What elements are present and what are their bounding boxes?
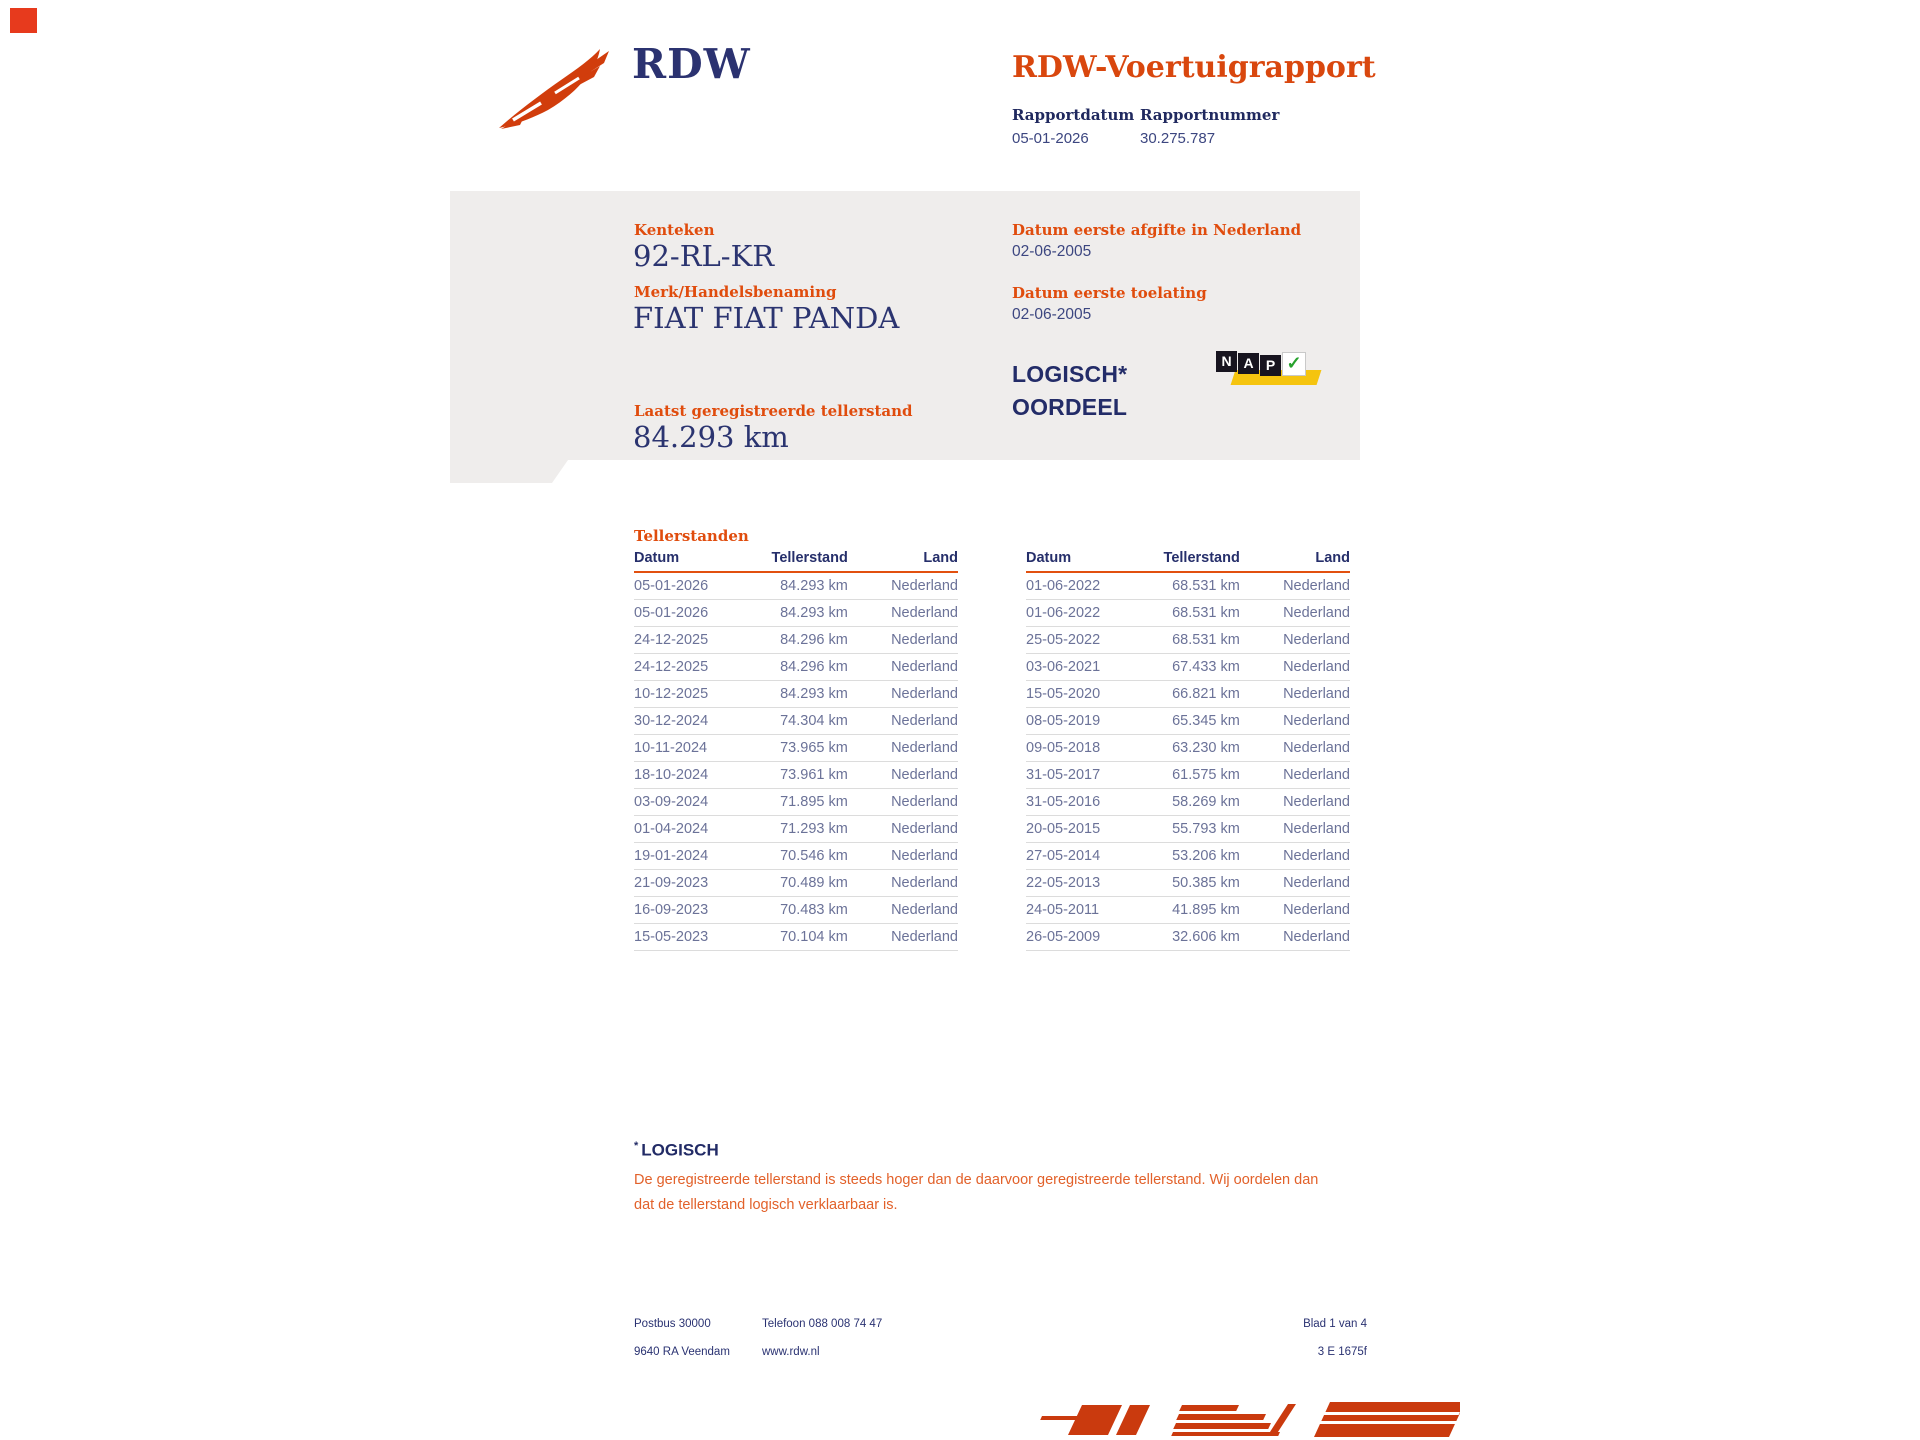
row-date: 09-05-2018 (1026, 735, 1149, 762)
col-datum: Datum (634, 550, 757, 572)
row-date: 16-09-2023 (634, 897, 757, 924)
row-km: 84.296 km (757, 654, 848, 681)
row-km: 84.293 km (757, 681, 848, 708)
rdw-wordmark: RDW (632, 40, 751, 88)
report-date-value: 05-01-2026 (1012, 130, 1089, 147)
row-land: Nederland (848, 816, 958, 843)
row-date: 20-05-2015 (1026, 816, 1149, 843)
tellerstand-row (634, 816, 958, 843)
tellerstand-row (1026, 789, 1350, 816)
footnote-line2: dat de tellerstand logisch verklaarbaar is. (634, 1197, 898, 1213)
row-date: 03-09-2024 (634, 789, 757, 816)
row-land: Nederland (1240, 816, 1350, 843)
row-date: 18-10-2024 (634, 762, 757, 789)
row-km: 50.385 km (1149, 870, 1240, 897)
rdw-logo-icon (497, 48, 615, 130)
row-date: 24-12-2025 (634, 627, 757, 654)
tellerstand-row (1026, 762, 1350, 789)
tellerstand-row (1026, 924, 1350, 951)
row-land: Nederland (848, 735, 958, 762)
footnote-title-text: LOGISCH (641, 1140, 719, 1160)
row-land: Nederland (1240, 572, 1350, 600)
row-km: 55.793 km (1149, 816, 1240, 843)
row-date: 05-01-2026 (634, 572, 757, 600)
row-km: 70.483 km (757, 897, 848, 924)
row-date: 19-01-2024 (634, 843, 757, 870)
kenteken-value: 92-RL-KR (633, 239, 775, 273)
row-date: 01-06-2022 (1026, 600, 1149, 627)
report-number-value: 30.275.787 (1140, 130, 1216, 147)
tellerstand-row (634, 762, 958, 789)
row-km: 74.304 km (757, 708, 848, 735)
row-km: 73.961 km (757, 762, 848, 789)
row-date: 22-05-2013 (1026, 870, 1149, 897)
row-date: 24-05-2011 (1026, 897, 1149, 924)
col-land: Land (848, 550, 958, 572)
row-date: 01-06-2022 (1026, 572, 1149, 600)
row-land: Nederland (848, 762, 958, 789)
row-date: 05-01-2026 (634, 600, 757, 627)
footnote-title (634, 1140, 719, 1161)
tellerstand-row (634, 789, 958, 816)
row-km: 73.965 km (757, 735, 848, 762)
table-header-row (1026, 550, 1350, 572)
row-date: 03-06-2021 (1026, 654, 1149, 681)
row-land: Nederland (1240, 708, 1350, 735)
row-date: 08-05-2019 (1026, 708, 1149, 735)
tellerstanden-title: Tellerstanden (634, 527, 749, 545)
tellerstand-row (1026, 654, 1350, 681)
tellerstand-row (1026, 735, 1350, 762)
tellerstand-row (1026, 843, 1350, 870)
tellerstand-row (634, 627, 958, 654)
row-land: Nederland (848, 627, 958, 654)
row-km: 53.206 km (1149, 843, 1240, 870)
row-km: 67.433 km (1149, 654, 1240, 681)
row-date: 31-05-2017 (1026, 762, 1149, 789)
tellerstand-label: Laatst geregistreerde tellerstand (634, 402, 913, 420)
row-land: Nederland (848, 870, 958, 897)
tellerstand-row (634, 843, 958, 870)
tellerstand-row (634, 654, 958, 681)
row-km: 84.293 km (757, 600, 848, 627)
tellerstand-row (1026, 897, 1350, 924)
speed-stripes-graphic (1030, 1372, 1460, 1440)
row-km: 61.575 km (1149, 762, 1240, 789)
oordeel-verdict (1012, 358, 1127, 424)
row-date: 10-12-2025 (634, 681, 757, 708)
oordeel-line2: OORDEEL (1012, 394, 1128, 420)
row-land: Nederland (848, 708, 958, 735)
col-tellerstand: Tellerstand (1149, 550, 1240, 572)
footnote-line1: De geregistreerde tellerstand is steeds hoger dan de daarvoor geregistreerde tellerstand. Wij oordelen dan (634, 1172, 1319, 1188)
row-date: 15-05-2020 (1026, 681, 1149, 708)
tellerstanden-table-right (1026, 550, 1350, 951)
row-land: Nederland (848, 600, 958, 627)
row-land: Nederland (1240, 654, 1350, 681)
row-date: 01-04-2024 (634, 816, 757, 843)
row-km: 68.531 km (1149, 627, 1240, 654)
col-land: Land (1240, 550, 1350, 572)
row-land: Nederland (1240, 681, 1350, 708)
toelating-label: Datum eerste toelating (1012, 284, 1207, 302)
afgifte-label: Datum eerste afgifte in Nederland (1012, 221, 1302, 239)
footnote-text (634, 1168, 1394, 1218)
row-date: 27-05-2014 (1026, 843, 1149, 870)
row-km: 66.821 km (1149, 681, 1240, 708)
row-date: 21-09-2023 (634, 870, 757, 897)
report-number-label: Rapportnummer (1140, 106, 1280, 124)
tellerstand-row (1026, 708, 1350, 735)
row-km: 70.489 km (757, 870, 848, 897)
toelating-value: 02-06-2005 (1012, 306, 1092, 323)
merk-value: FIAT FIAT PANDA (633, 301, 900, 335)
nap-letter-n: N (1216, 351, 1237, 372)
report-date-label: Rapportdatum (1012, 106, 1135, 124)
tellerstand-row (634, 600, 958, 627)
footer-address-line1: Postbus 30000 (634, 1318, 711, 1330)
table-header-row (634, 550, 958, 572)
row-land: Nederland (848, 654, 958, 681)
row-land: Nederland (1240, 870, 1350, 897)
tellerstand-row (1026, 627, 1350, 654)
tellerstand-row (1026, 816, 1350, 843)
tellerstand-row (634, 681, 958, 708)
row-date: 10-11-2024 (634, 735, 757, 762)
row-land: Nederland (848, 897, 958, 924)
row-date: 30-12-2024 (634, 708, 757, 735)
tellerstand-row (1026, 681, 1350, 708)
row-date: 24-12-2025 (634, 654, 757, 681)
tellerstand-row (1026, 870, 1350, 897)
row-km: 84.296 km (757, 627, 848, 654)
row-km: 70.104 km (757, 924, 848, 951)
col-tellerstand: Tellerstand (757, 550, 848, 572)
oordeel-line1: LOGISCH* (1012, 361, 1128, 387)
row-date: 25-05-2022 (1026, 627, 1149, 654)
row-km: 63.230 km (1149, 735, 1240, 762)
row-land: Nederland (1240, 600, 1350, 627)
kenteken-label: Kenteken (634, 221, 715, 239)
nap-logo (1216, 351, 1316, 391)
row-km: 58.269 km (1149, 789, 1240, 816)
footer-page-number: Blad 1 van 4 (1303, 1318, 1367, 1330)
row-land: Nederland (1240, 789, 1350, 816)
row-land: Nederland (1240, 843, 1350, 870)
screen-corner-marker (10, 8, 37, 33)
row-land: Nederland (848, 681, 958, 708)
tellerstand-row (634, 572, 958, 600)
footer-form-code: 3 E 1675f (1317, 1346, 1367, 1358)
row-km: 71.293 km (757, 816, 848, 843)
row-km: 32.606 km (1149, 924, 1240, 951)
row-km: 70.546 km (757, 843, 848, 870)
row-km: 71.895 km (757, 789, 848, 816)
tellerstand-value: 84.293 km (633, 420, 789, 454)
nap-letter-a: A (1238, 353, 1259, 374)
row-land: Nederland (848, 843, 958, 870)
row-km: 65.345 km (1149, 708, 1240, 735)
tellerstand-row (634, 708, 958, 735)
footer-address-line2: 9640 RA Veendam (634, 1346, 730, 1358)
row-land: Nederland (1240, 735, 1350, 762)
tellerstand-row (634, 897, 958, 924)
col-datum: Datum (1026, 550, 1149, 572)
row-land: Nederland (848, 572, 958, 600)
footer-phone: Telefoon 088 008 74 47 (762, 1318, 883, 1330)
row-land: Nederland (1240, 762, 1350, 789)
tellerstand-row (1026, 572, 1350, 600)
tellerstand-row (634, 735, 958, 762)
row-date: 26-05-2009 (1026, 924, 1149, 951)
afgifte-value: 02-06-2005 (1012, 243, 1092, 260)
row-land: Nederland (848, 924, 958, 951)
row-land: Nederland (1240, 627, 1350, 654)
row-date: 15-05-2023 (634, 924, 757, 951)
page-title: RDW-Voertuigrapport (1012, 50, 1376, 85)
row-land: Nederland (1240, 897, 1350, 924)
footnote-asterisk: * (634, 1140, 639, 1152)
row-land: Nederland (1240, 924, 1350, 951)
row-km: 41.895 km (1149, 897, 1240, 924)
footer-website-link[interactable]: www.rdw.nl (762, 1346, 820, 1358)
row-land: Nederland (848, 789, 958, 816)
merk-label: Merk/Handelsbenaming (634, 283, 837, 301)
row-km: 68.531 km (1149, 600, 1240, 627)
row-km: 68.531 km (1149, 572, 1240, 600)
tellerstand-row (1026, 600, 1350, 627)
nap-letter-p: P (1260, 355, 1281, 376)
tellerstand-row (634, 924, 958, 951)
tellerstanden-table-left (634, 550, 958, 951)
nap-check-icon: ✓ (1282, 352, 1306, 376)
row-km: 84.293 km (757, 572, 848, 600)
tellerstand-row (634, 870, 958, 897)
row-date: 31-05-2016 (1026, 789, 1149, 816)
